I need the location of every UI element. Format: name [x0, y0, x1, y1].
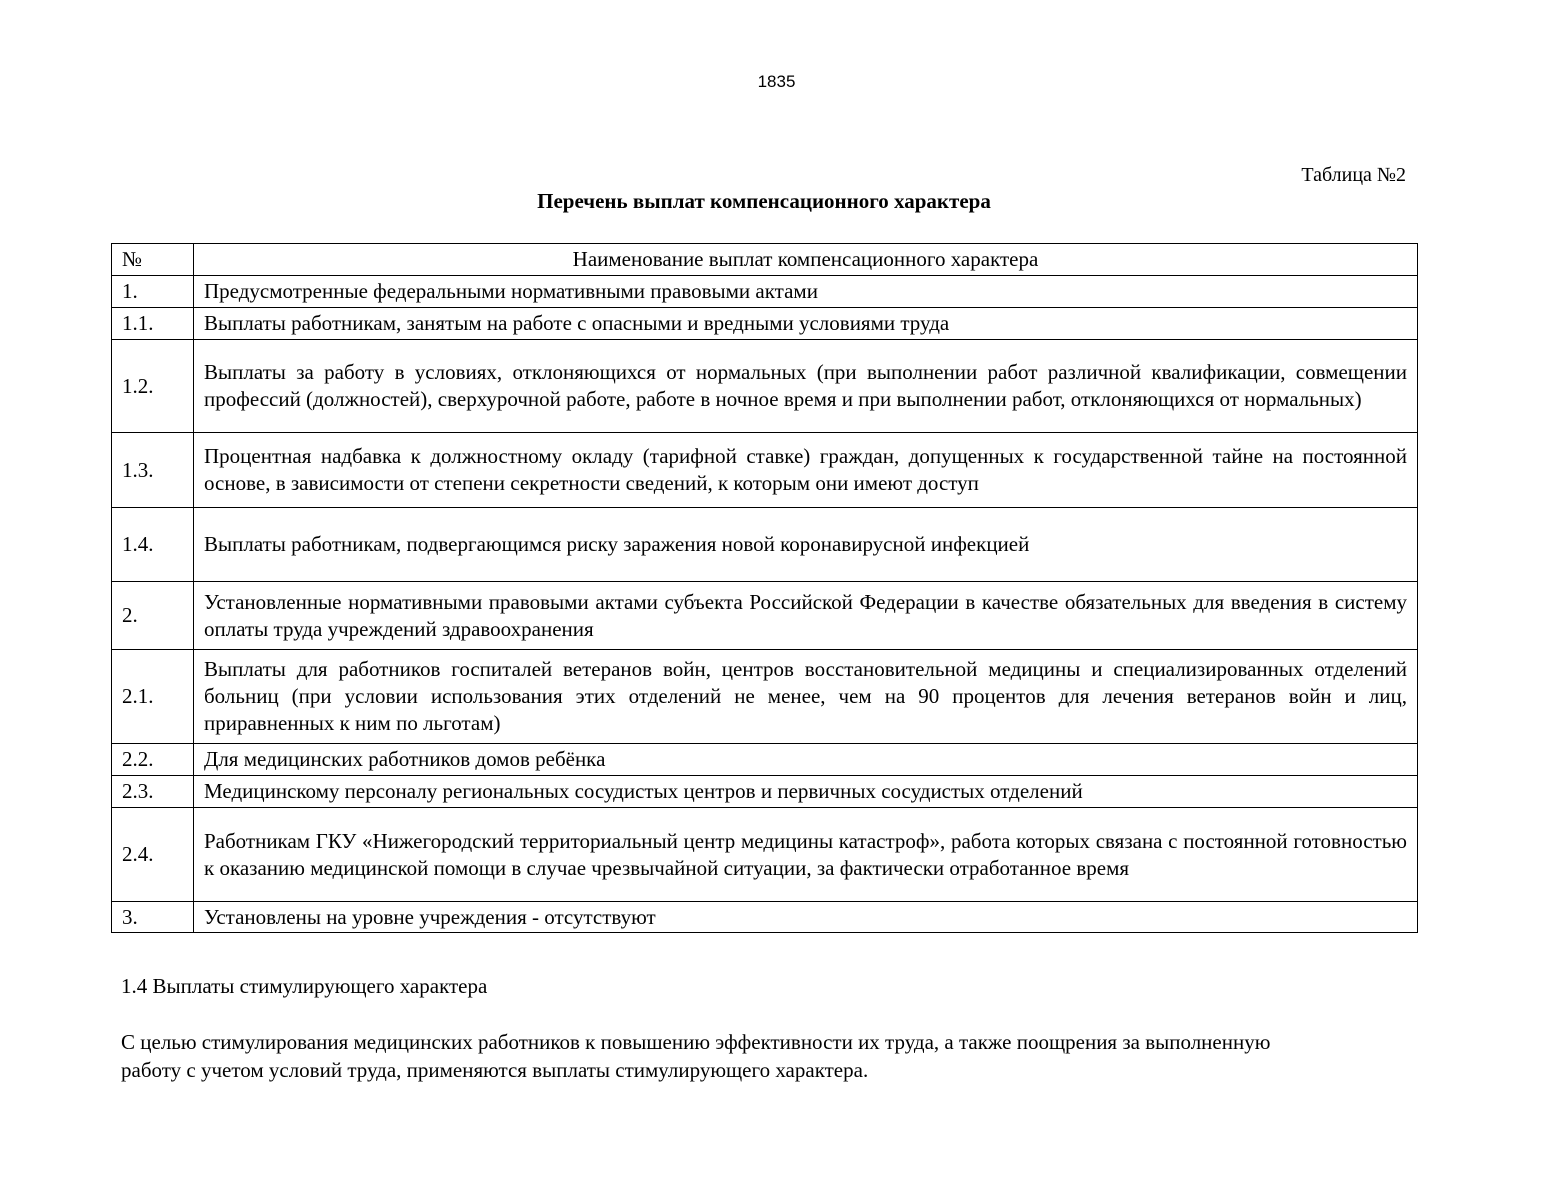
row-text: Предусмотренные федеральными нормативными правовыми актами: [194, 276, 1418, 308]
row-text: Работникам ГКУ «Нижегородский территориальный центр медицины катастроф», работа которых связана с постоянной готовностью к оказанию медицинской помощи в случае чрезвычайной ситуации, за фактически отработанное время: [194, 808, 1418, 902]
row-text: Установленные нормативными правовыми актами субъекта Российской Федерации в качестве обязательных для введения в систему оплаты труда учреждений здравоохранения: [194, 582, 1418, 650]
row-text: Выплаты за работу в условиях, отклоняющихся от нормальных (при выполнении работ различной квалификации, совмещении профессий (должностей), сверхурочной работе, работе в ночное время и при выполнении работ, отклоняющихся от нормальных): [194, 340, 1418, 433]
table-row: [112, 902, 1418, 933]
header-payment-name: Наименование выплат компенсационного характера: [194, 244, 1418, 276]
row-number: 1.4.: [112, 508, 194, 582]
table-row: [112, 650, 1418, 744]
row-number: 2.: [112, 582, 194, 650]
table-row: [112, 582, 1418, 650]
row-number: 1.: [112, 276, 194, 308]
section-heading: 1.4 Выплаты стимулирующего характера: [121, 974, 488, 998]
table-row: [112, 508, 1418, 582]
row-number: 1.2.: [112, 340, 194, 433]
row-text: Выплаты для работников госпиталей ветеранов войн, центров восстановительной медицины и специализированных отделений больниц (при условии использования этих отделений не менее, чем на 90 процентов для лечения ветеранов войн и лиц, приравненных к ним по льготам): [194, 650, 1418, 744]
row-number: 3.: [112, 902, 194, 933]
table-row: [112, 433, 1418, 508]
row-number: 1.3.: [112, 433, 194, 508]
row-text: Медицинскому персоналу региональных сосудистых центров и первичных сосудистых отделений: [194, 776, 1418, 808]
table-row: [112, 808, 1418, 902]
table-header-row: [112, 244, 1418, 276]
document-title: Перечень выплат компенсационного характера: [537, 189, 991, 213]
row-number: 2.2.: [112, 744, 194, 776]
row-text: Процентная надбавка к должностному окладу (тарифной ставке) граждан, допущенных к государственной тайне на постоянной основе, в зависимости от степени секретности сведений, к которым они имеют доступ: [194, 433, 1418, 508]
compensation-payments-table: [111, 243, 1418, 933]
table-row: [112, 744, 1418, 776]
table-row: [112, 776, 1418, 808]
row-text: Выплаты работникам, подвергающимся риску заражения новой коронавирусной инфекцией: [194, 508, 1418, 582]
header-number: №: [112, 244, 194, 276]
table-row: [112, 276, 1418, 308]
table-caption: Таблица №2: [1301, 164, 1406, 186]
page-number: 1835: [757, 72, 796, 91]
row-text: Для медицинских работников домов ребёнка: [194, 744, 1418, 776]
row-number: 2.1.: [112, 650, 194, 744]
section-body-text: С целью стимулирования медицинских работников к повышению эффективности их труда, а также поощрения за выполненную работу с учетом условий труда, применяются выплаты стимулирующего характера.: [121, 1030, 1271, 1082]
row-text: Установлены на уровне учреждения - отсутствуют: [194, 902, 1418, 933]
table-row: [112, 340, 1418, 433]
row-number: 2.4.: [112, 808, 194, 902]
table-row: [112, 308, 1418, 340]
row-text: Выплаты работникам, занятым на работе с опасными и вредными условиями труда: [194, 308, 1418, 340]
row-number: 1.1.: [112, 308, 194, 340]
row-number: 2.3.: [112, 776, 194, 808]
